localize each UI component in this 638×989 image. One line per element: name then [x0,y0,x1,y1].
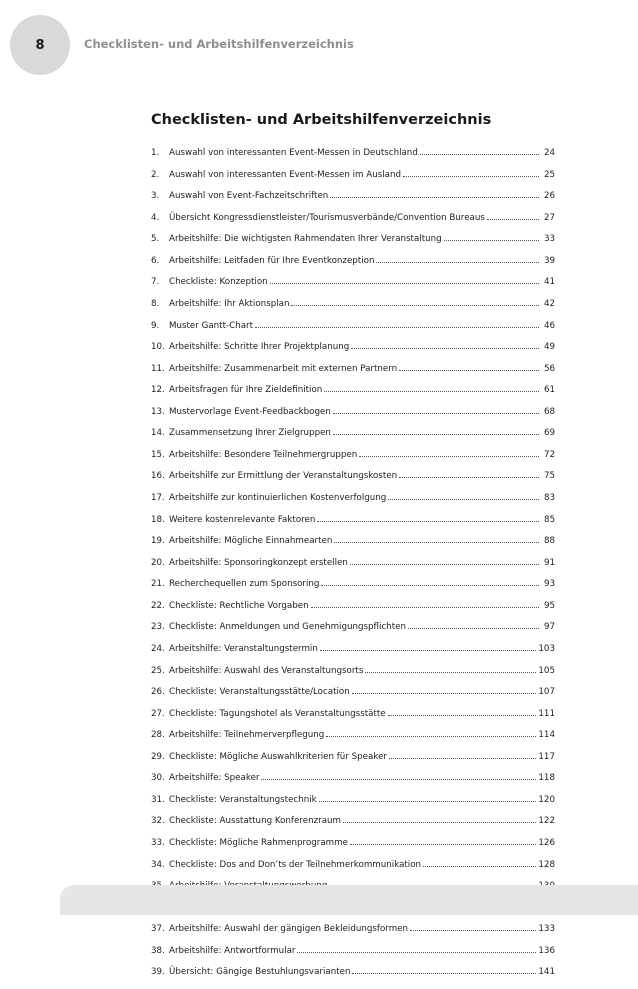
footer-bar [60,885,638,915]
toc-entry[interactable] [151,407,555,429]
toc-entry[interactable] [151,924,555,946]
toc-dot-leader [317,521,539,522]
toc-entry-page: 33 [543,234,555,245]
toc-entry-number: 39. [151,967,165,978]
toc-entry-title: Checkliste: Rechtliche Vorgaben [169,600,309,611]
page-number-badge [10,15,70,75]
toc-entry-page: 141 [538,967,555,978]
toc-entry-page: 126 [538,838,555,848]
toc-entry-number: 21. [151,579,165,590]
toc-entry-page: 88 [543,536,555,547]
toc-entry-number: 12. [151,385,165,396]
toc-entry-page: 27 [543,212,555,223]
toc-entry[interactable] [151,860,555,882]
toc-entry-title: Arbeitshilfe: Auswahl der gängigen Bekleidungsformen [169,924,409,935]
toc-entry-number: 5. [151,234,160,245]
toc-entry-title: Zusammensetzung Ihrer Zielgruppen [169,428,331,439]
toc-entry-page: 68 [543,406,555,417]
toc-entry-title: Arbeitshilfe: Ihr Aktionsplan [169,298,290,309]
toc-entry-number: 30. [151,773,165,784]
toc-dot-leader [352,693,537,694]
toc-entry-title: Checkliste: Veranstaltungstechnik [169,794,317,805]
toc-entry-title: Checkliste: Tagungshotel als Veranstaltungsstätte [169,708,386,719]
toc-entry-number: 1. [151,148,160,158]
toc-entry-title: Arbeitshilfe: Auswahl des Veranstaltungsorts [169,665,364,676]
toc-entry[interactable] [151,191,555,213]
toc-entry-title: Checkliste: Veranstaltungsstätte/Location [169,687,350,698]
toc-dot-leader [324,391,539,392]
toc-entry[interactable] [151,773,555,795]
toc-dot-leader [408,628,539,629]
toc-dot-leader [319,801,537,802]
toc-entry[interactable] [151,428,555,450]
toc-entry-number: 6. [151,255,160,266]
toc-entry-number: 15. [151,449,165,460]
toc-entry-number: 7. [151,277,160,288]
toc-entry-number: 8. [151,298,160,309]
toc-entry[interactable] [151,471,555,493]
toc-entry-page: 85 [543,514,555,525]
toc-entry-title: Arbeitshilfe: Die wichtigsten Rahmendaten Ihrer Veranstaltung [169,234,442,245]
toc-entry-title: Checkliste: Konzeption [169,277,268,288]
toc-entry[interactable] [151,213,555,235]
toc-entry-page: 133 [538,924,555,935]
toc-entry-title: Auswahl von interessanten Event-Messen im Ausland [169,169,402,180]
toc-entry[interactable] [151,148,555,170]
toc-dot-leader [487,219,539,220]
toc-dot-leader [423,866,536,867]
toc-entry-title: Weitere kostenrelevante Faktoren [169,514,316,525]
toc-entry[interactable] [151,234,555,256]
toc-entry-title: Arbeitshilfe zur Ermittlung der Veranstaltungskosten [169,471,398,482]
toc-entry-number: 31. [151,794,165,805]
toc-entry-page: 83 [543,493,555,503]
toc-entry[interactable] [151,536,555,558]
toc-dot-leader [333,413,539,414]
toc-entry-number: 2. [151,169,160,180]
toc-entry-page: 117 [538,751,555,762]
toc-entry-page: 107 [538,687,555,698]
toc-entry-title: Checkliste: Mögliche Auswahlkriterien für Speaker [169,751,387,762]
toc-entry[interactable] [151,299,555,321]
toc-dot-leader [365,672,536,673]
toc-entry[interactable] [151,170,555,192]
toc-entry-number: 29. [151,751,165,762]
toc-entry-page: 118 [538,773,555,784]
toc-entry-page: 39 [543,255,555,266]
toc-dot-leader [255,327,539,328]
toc-entry-title: Arbeitshilfe: Zusammenarbeit mit externen Partnern [169,363,398,374]
toc-entry-title: Arbeitshilfe: Teilnehmerverpflegung [169,730,325,741]
toc-dot-leader [291,305,539,306]
toc-entry-number: 16. [151,471,165,482]
toc-entry-number: 14. [151,428,165,439]
toc-dot-leader [389,758,536,759]
toc-entry-number: 34. [151,859,165,870]
toc-entry-number: 38. [151,945,165,956]
toc-dot-leader [399,370,539,371]
toc-entry-number: 24. [151,643,165,654]
toc-entry[interactable] [151,515,555,537]
toc-dot-leader [270,283,539,284]
toc-entry[interactable] [151,277,555,299]
toc-entry[interactable] [151,946,555,968]
toc-entry[interactable] [151,579,555,601]
toc-entry-title: Arbeitshilfe: Besondere Teilnehmergruppen [169,449,358,460]
toc-entry[interactable] [151,601,555,623]
toc-entry-title: Auswahl von Event-Fachzeitschriften [169,191,329,202]
toc-dot-leader [388,715,537,716]
toc-entry-page: 61 [543,385,555,396]
toc-dot-leader [321,585,539,586]
toc-dot-leader [334,542,539,543]
toc-dot-leader [261,779,536,780]
toc-dot-leader [376,262,539,263]
toc-entry[interactable] [151,342,555,364]
toc-dot-leader [297,952,536,953]
toc-entry[interactable] [151,687,555,709]
toc-entry-number: 17. [151,493,165,503]
toc-entry-number: 28. [151,730,165,741]
toc-entry-title: Arbeitshilfe zur kontinuierlichen Kostenverfolgung [169,493,387,503]
toc-entry-title: Muster Gantt-Chart [169,320,253,331]
toc-entry-number: 26. [151,687,165,698]
toc-entry-title: Checkliste: Anmeldungen und Genehmigungspflichten [169,622,406,633]
toc-entry-title: Übersicht: Gängige Bestuhlungsvarianten [169,967,351,978]
toc-dot-leader [403,176,539,177]
toc-entry-page: 103 [538,643,555,654]
toc-entry[interactable] [151,709,555,731]
toc-entry-page: 105 [538,665,555,676]
toc-dot-leader [359,456,539,457]
toc-dot-leader [326,736,536,737]
toc-entry-page: 136 [538,945,555,956]
toc-entry[interactable] [151,450,555,472]
toc-entry-page: 56 [543,363,555,374]
toc-entry[interactable] [151,730,555,752]
toc-entry-number: 32. [151,816,165,827]
toc-entry[interactable] [151,967,555,989]
toc-entry-number: 25. [151,665,165,676]
toc-entry-number: 22. [151,600,165,611]
toc-entry-number: 10. [151,342,165,353]
toc-entry-title: Arbeitshilfe: Speaker [169,773,260,784]
toc-entry-page: 69 [543,428,555,439]
toc-entry[interactable] [151,364,555,386]
toc-entry-page: 93 [543,579,555,590]
toc-entry-page: 26 [543,191,555,202]
toc-entry-number: 19. [151,536,165,547]
toc-entry-number: 3. [151,191,160,202]
toc-entry-page: 114 [538,730,555,741]
toc-entry-number: 4. [151,212,160,223]
toc-entry-title: Übersicht Kongressdienstleister/Tourismusverbände/Convention Bureaus [169,212,485,223]
toc-entry-title: Mustervorlage Event-Feedbackbogen [169,406,331,417]
page-number: 8 [35,37,45,53]
toc-entry-title: Checkliste: Ausstattung Konferenzraum [169,816,341,827]
toc-entry-number: 27. [151,708,165,719]
toc-entry-page: 120 [538,794,555,805]
toc-entry-page: 91 [543,557,555,568]
toc-entry-title: Checkliste: Mögliche Rahmenprogramme [169,838,348,848]
toc-dot-leader [399,477,539,478]
toc-entry-page: 128 [538,859,555,870]
toc-entry-page: 97 [543,622,555,633]
toc-entry-title: Arbeitsfragen für Ihre Zieldefinition [169,385,323,396]
toc-entry[interactable] [151,644,555,666]
toc-entry-title: Arbeitshilfe: Antwortformular [169,945,296,956]
toc-entry-page: 25 [543,169,555,180]
page-title: Checklisten- und Arbeitshilfenverzeichnis [151,112,492,128]
toc-entry[interactable] [151,752,555,774]
table-of-contents [151,148,555,989]
toc-entry-number: 20. [151,557,165,568]
toc-entry-page: 122 [538,816,555,827]
toc-entry-page: 111 [538,708,555,719]
toc-entry-title: Auswahl von interessanten Event-Messen in Deutschland [169,148,418,158]
toc-entry[interactable] [151,795,555,817]
toc-entry[interactable] [151,385,555,407]
toc-dot-leader [343,822,536,823]
toc-entry-number: 33. [151,838,165,848]
toc-entry-number: 18. [151,514,165,525]
toc-entry-page: 42 [543,298,555,309]
toc-dot-leader [388,499,539,500]
toc-entry[interactable] [151,321,555,343]
toc-dot-leader [333,434,539,435]
toc-entry[interactable] [151,256,555,278]
toc-dot-leader [351,348,539,349]
toc-entry[interactable] [151,493,555,515]
toc-dot-leader [352,973,536,974]
toc-entry[interactable] [151,666,555,688]
toc-entry-title: Checkliste: Dos and Don’ts der Teilnehmerkommunikation [169,859,422,870]
toc-entry-number: 37. [151,924,165,935]
toc-entry-page: 24 [543,148,555,158]
toc-entry-number: 11. [151,363,165,374]
running-header: Checklisten- und Arbeitshilfenverzeichnis [84,37,354,51]
toc-entry[interactable] [151,622,555,644]
toc-entry[interactable] [151,558,555,580]
toc-entry-title: Arbeitshilfe: Leitfaden für Ihre Eventkonzeption [169,255,375,266]
toc-dot-leader [320,650,537,651]
toc-entry-page: 49 [543,342,555,353]
toc-dot-leader [350,564,539,565]
toc-dot-leader [444,240,539,241]
toc-entry-page: 72 [543,449,555,460]
toc-entry-number: 13. [151,406,165,417]
toc-dot-leader [410,930,536,931]
toc-dot-leader [350,844,536,845]
toc-entry[interactable] [151,816,555,838]
toc-entry-number: 9. [151,320,160,331]
toc-entry-page: 46 [543,320,555,331]
toc-entry-title: Arbeitshilfe: Schritte Ihrer Projektplanung [169,342,350,353]
toc-entry-page: 95 [543,600,555,611]
toc-entry-page: 75 [543,471,555,482]
toc-entry-number: 23. [151,622,165,633]
toc-entry-title: Arbeitshilfe: Mögliche Einnahmearten [169,536,333,547]
toc-entry-title: Arbeitshilfe: Veranstaltungstermin [169,643,318,654]
toc-dot-leader [420,154,539,155]
toc-entry-page: 41 [543,277,555,288]
toc-entry[interactable] [151,838,555,860]
toc-dot-leader [330,197,539,198]
toc-entry-title: Recherchequellen zum Sponsoring [169,579,320,590]
toc-dot-leader [311,607,539,608]
toc-entry-title: Arbeitshilfe: Sponsoringkonzept erstellen [169,557,348,568]
